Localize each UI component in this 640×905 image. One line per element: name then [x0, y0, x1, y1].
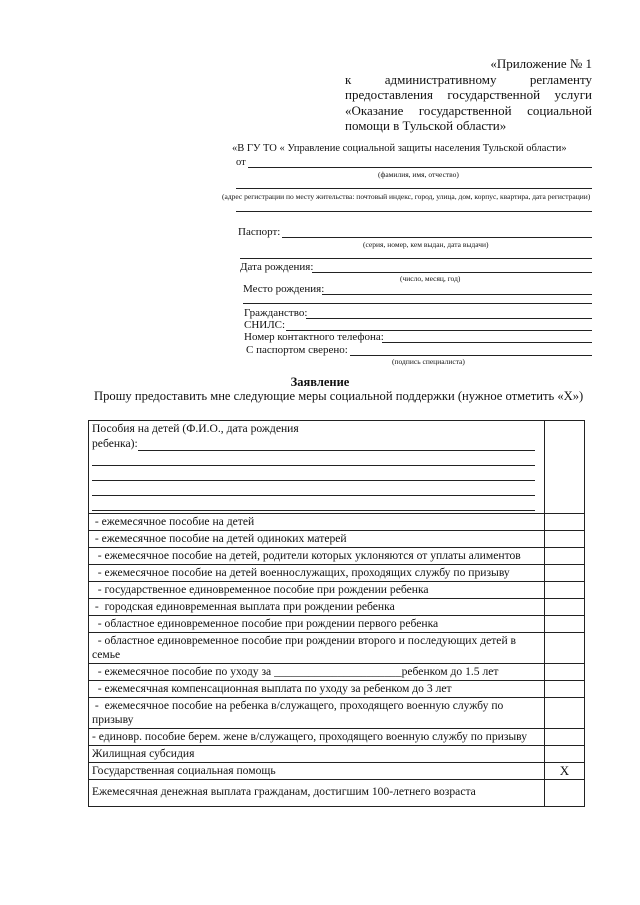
- birthplace-line-2[interactable]: [243, 303, 592, 304]
- statement-text: Прошу предоставить мне следующие меры социальной поддержки (нужное отметить «Х»): [94, 389, 584, 403]
- children-input-line-5[interactable]: [92, 496, 535, 511]
- table-row: [89, 729, 585, 746]
- benefit-label: - ежемесячное пособие на детей военнослужащих, проходящих службу по призыву: [89, 565, 545, 582]
- benefits-table: [88, 420, 585, 807]
- appendix-line-2: к административному регламенту: [345, 71, 592, 87]
- address-line-1[interactable]: [236, 188, 592, 189]
- phone-line[interactable]: [382, 342, 592, 343]
- fio-caption: (фамилия, имя, отчество): [378, 170, 459, 179]
- table-row-children: [89, 421, 585, 514]
- passport-label: Паспорт:: [238, 226, 281, 238]
- benefit-label: - городская единовременная выплата при рождении ребенка: [89, 599, 545, 616]
- statement-title: Заявление: [290, 375, 350, 389]
- benefit-label: Ежемесячная денежная выплата гражданам, достигшим 100-летнего возраста: [89, 780, 545, 807]
- table-row: [89, 548, 585, 565]
- benefit-mark-cell[interactable]: [545, 599, 585, 616]
- benefit-mark-cell[interactable]: [545, 616, 585, 633]
- benefit-label: Государственная социальная помощь: [89, 763, 545, 780]
- benefit-mark-cell[interactable]: [545, 548, 585, 565]
- verified-label: С паспортом сверено:: [246, 344, 348, 356]
- benefit-label: - ежемесячное пособие на детей, родители которых уклоняются от уплаты алиментов: [89, 548, 545, 565]
- benefit-label: - ежемесячная компенсационная выплата по уходу за ребенком до 3 лет: [89, 681, 545, 698]
- benefit-mark-cell[interactable]: [545, 746, 585, 763]
- benefit-label: - ежемесячное пособие по уходу за ______________________ребенком до 1.5 лет: [89, 664, 545, 681]
- children-cell: [89, 421, 545, 514]
- table-row: [89, 664, 585, 681]
- table-row: [89, 633, 585, 664]
- benefit-label: - государственное единовременное пособие при рождении ребенка: [89, 582, 545, 599]
- children-input-line-3[interactable]: [92, 466, 535, 481]
- children-cell-line1: Пособия на детей (Ф.И.О., дата рождения: [92, 422, 299, 435]
- passport-line[interactable]: [282, 237, 592, 238]
- children-mark-cell[interactable]: [545, 421, 585, 514]
- children-cell-line2: ребенка):: [92, 437, 138, 450]
- children-input-line-2[interactable]: [92, 451, 535, 466]
- benefit-label: - единовр. пособие берем. жене в/служащего, проходящего военную службу по призыву: [89, 729, 545, 746]
- appendix-line-5: помощи в Тульской области»: [345, 118, 507, 133]
- benefit-mark-cell[interactable]: [545, 780, 585, 807]
- birthplace-label: Место рождения:: [243, 283, 325, 295]
- phone-label: Номер контактного телефона:: [244, 331, 384, 343]
- benefit-label: - ежемесячное пособие на детей одиноких матерей: [89, 531, 545, 548]
- verified-caption: (подпись специалиста): [392, 357, 465, 366]
- table-row: [89, 681, 585, 698]
- benefit-label: - ежемесячное пособие на ребенка в/служащего, проходящего военную службу по призыву: [89, 698, 545, 729]
- passport-line-2[interactable]: [240, 258, 592, 259]
- benefit-label: - областное единовременное пособие при рождении второго и последующих детей в семье: [89, 633, 545, 664]
- benefit-label: - областное единовременное пособие при рождении первого ребенка: [89, 616, 545, 633]
- table-row: [89, 531, 585, 548]
- from-label: от: [236, 157, 246, 168]
- table-row: [89, 746, 585, 763]
- address-line-2[interactable]: [236, 211, 592, 212]
- table-row: [89, 514, 585, 531]
- table-row: [89, 616, 585, 633]
- benefit-mark-cell[interactable]: [545, 729, 585, 746]
- appendix-line-4: «Оказание государственной социальной: [345, 102, 592, 118]
- appendix-line-3: предоставления государственной услуги: [345, 87, 592, 102]
- appendix-line-1: «Приложение № 1: [490, 56, 592, 71]
- birthdate-caption: (число, месяц, год): [400, 274, 461, 283]
- benefit-mark-cell[interactable]: X: [545, 763, 585, 780]
- benefit-mark-cell[interactable]: [545, 698, 585, 729]
- snils-label: СНИЛС:: [244, 319, 286, 331]
- benefit-mark-cell[interactable]: [545, 633, 585, 664]
- table-row: [89, 763, 585, 780]
- children-input-line-1[interactable]: [138, 436, 535, 451]
- table-row: [89, 780, 585, 807]
- citizenship-label: Гражданство:: [244, 307, 308, 319]
- birthplace-line[interactable]: [322, 294, 592, 295]
- table-row: [89, 565, 585, 582]
- benefit-mark-cell[interactable]: [545, 565, 585, 582]
- fio-line[interactable]: [248, 167, 592, 168]
- benefit-mark-cell[interactable]: [545, 664, 585, 681]
- benefit-mark-cell[interactable]: [545, 582, 585, 599]
- address-caption: (адрес регистрации по месту жительства: почтовый индекс, город, улица, дом, корпус, квартира, дата регистрации): [222, 192, 591, 201]
- benefit-mark-cell[interactable]: [545, 514, 585, 531]
- benefit-label: Жилищная субсидия: [89, 746, 545, 763]
- benefit-mark-cell[interactable]: [545, 681, 585, 698]
- table-row: [89, 698, 585, 729]
- verified-line[interactable]: [350, 355, 592, 356]
- table-row: [89, 582, 585, 599]
- addressee: «В ГУ ТО « Управление социальной защиты населения Тульской области»: [232, 143, 567, 154]
- passport-caption: (серия, номер, кем выдан, дата выдачи): [363, 240, 489, 249]
- benefit-mark-cell[interactable]: [545, 531, 585, 548]
- benefit-label: - ежемесячное пособие на детей: [89, 514, 545, 531]
- children-input-line-4[interactable]: [92, 481, 535, 496]
- appendix-block: [345, 56, 592, 134]
- citizenship-line[interactable]: [306, 318, 592, 319]
- birthdate-label: Дата рождения:: [240, 261, 314, 273]
- birthdate-line[interactable]: [312, 272, 592, 273]
- table-row: [89, 599, 585, 616]
